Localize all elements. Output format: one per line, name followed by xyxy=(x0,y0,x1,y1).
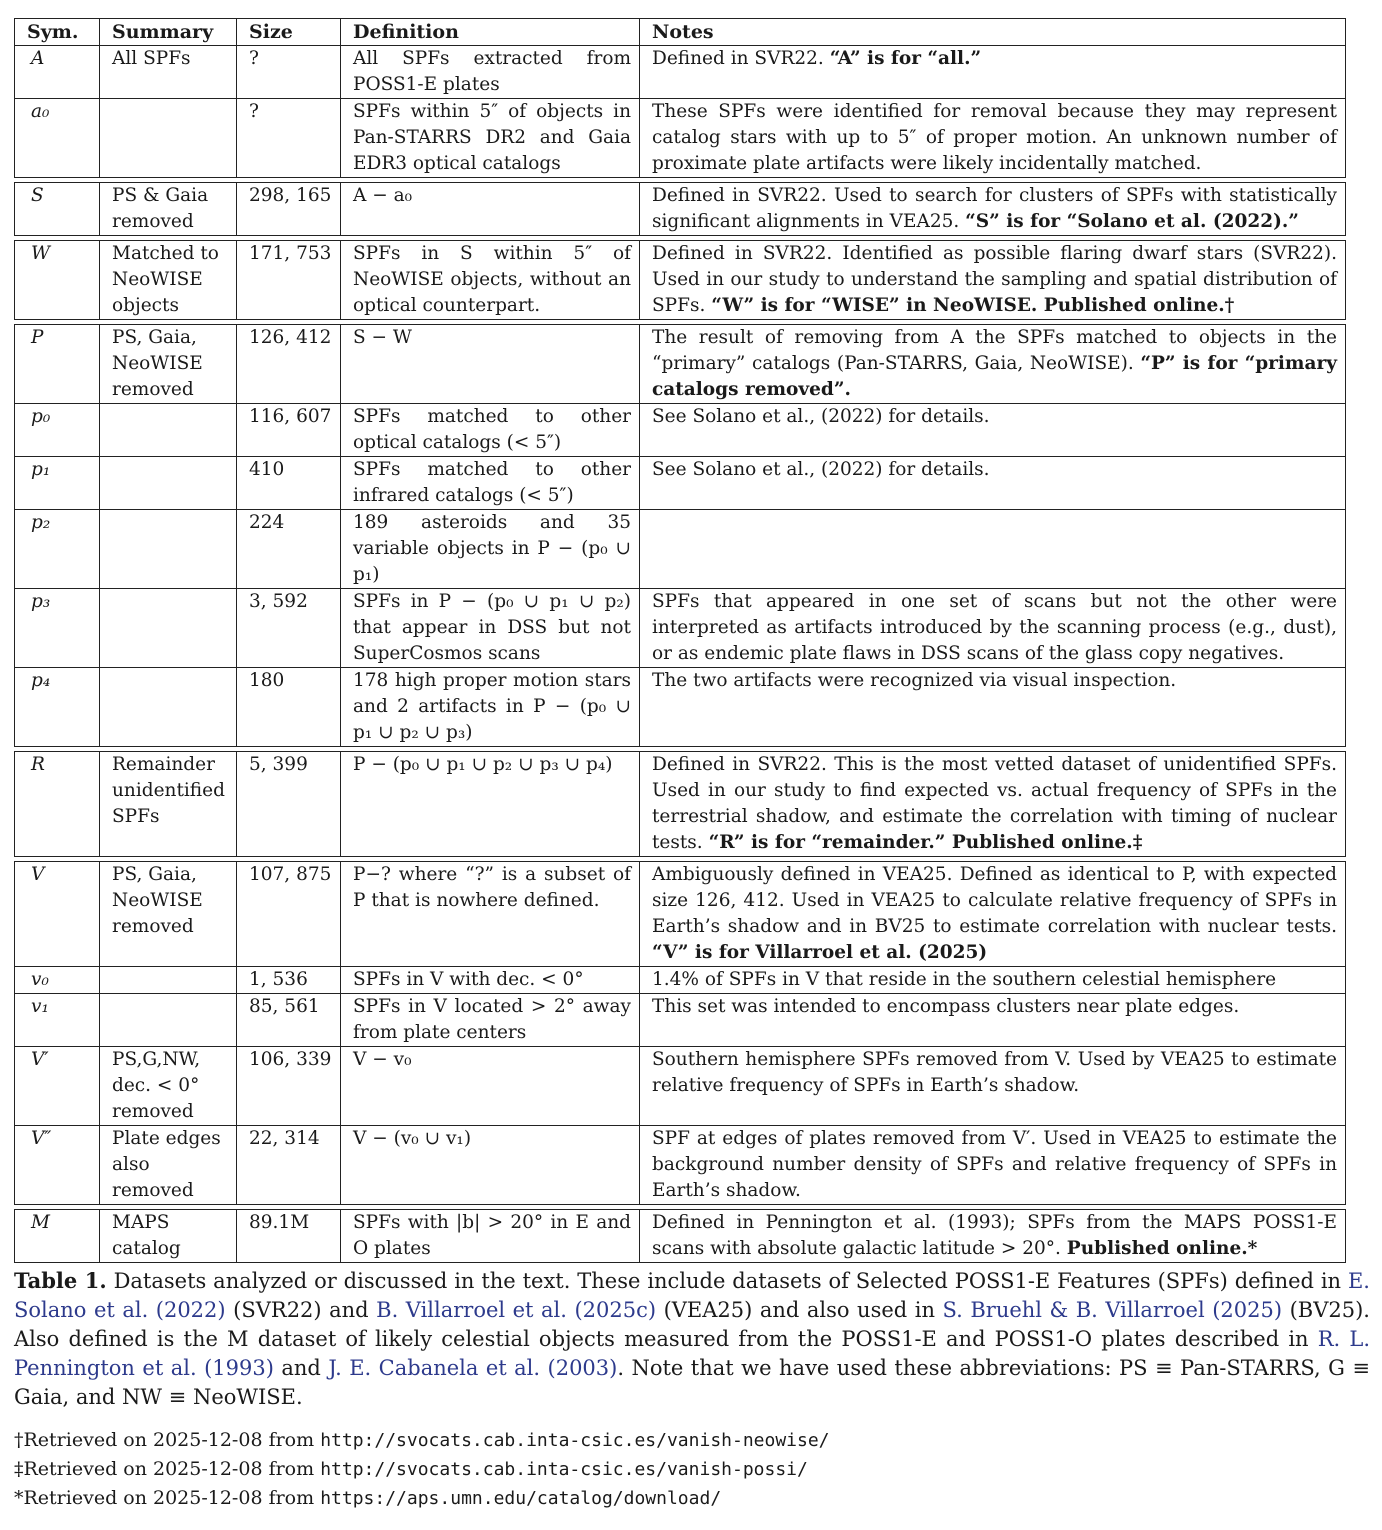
caption-text-5: and xyxy=(281,1356,321,1380)
table-cell-summary: Plate edges also removed xyxy=(100,1126,237,1205)
table-cell-notes xyxy=(640,99,1346,178)
table-cell-summary xyxy=(100,457,237,510)
table-cell-definition: SPFs within 5″ of objects in Pan-STARRS DR2 and Gaia EDR3 optical catalogs xyxy=(341,99,640,178)
table-cell-summary xyxy=(100,994,237,1047)
table-cell-definition: SPFs in V located > 2° away from plate centers xyxy=(341,994,640,1047)
table-cell-sym: p₁ xyxy=(15,457,100,510)
table-cell-sym: v₁ xyxy=(15,994,100,1047)
table-row xyxy=(15,404,1346,457)
table-cell-summary xyxy=(100,510,237,589)
footnote-text: †Retrieved on 2025-12-08 from xyxy=(14,1429,315,1451)
note-text: Defined in SVR22. xyxy=(652,48,824,69)
table-cell-sym: v₀ xyxy=(15,967,100,994)
table-cell-sym: p₀ xyxy=(15,404,100,457)
table-cell-sym: V′ xyxy=(15,1047,100,1126)
table-header-row xyxy=(15,19,1346,46)
table-cell-notes xyxy=(640,1047,1346,1126)
table-cell-notes xyxy=(640,589,1346,668)
note-emphasis: “V” is for Villarroel et al. (2025) xyxy=(652,942,988,963)
table-cell-sym: M xyxy=(15,1210,100,1263)
note-emphasis: “S” is for “Solano et al. (2022).” xyxy=(965,211,1299,232)
table-cell-size: 410 xyxy=(237,457,341,510)
table-cell-sym: p₃ xyxy=(15,589,100,668)
table-cell-notes xyxy=(640,510,1346,589)
table-cell-definition: SPFs in P − (p₀ ∪ p₁ ∪ p₂) that appear in DSS but not SuperCosmos scans xyxy=(341,589,640,668)
table-cell-definition: SPFs with |b| > 20° in E and O plates xyxy=(341,1210,640,1263)
table-cell-size: 89.1M xyxy=(237,1210,341,1263)
table-cell-size: 180 xyxy=(237,668,341,747)
table-cell-notes xyxy=(640,183,1346,236)
table-cell-summary xyxy=(100,668,237,747)
note-text: See Solano et al., (2022) for details. xyxy=(652,406,990,427)
table-row xyxy=(15,1126,1346,1205)
table-cell-definition: SPFs in V with dec. < 0° xyxy=(341,967,640,994)
footnote-asterisk xyxy=(14,1484,1370,1513)
caption-text-1: Datasets analyzed or discussed in the text. These include datasets of Selected POSS1-E Features (SPFs) defined in xyxy=(113,1269,1342,1293)
table-cell-summary: PS, Gaia, NeoWISE removed xyxy=(100,862,237,967)
table-cell-size: 107, 875 xyxy=(237,862,341,967)
table-cell-definition: V − v₀ xyxy=(341,1047,640,1126)
table-cell-notes xyxy=(640,967,1346,994)
table-body xyxy=(15,46,1346,1263)
footnote-text: *Retrieved on 2025-12-08 from xyxy=(14,1487,315,1509)
table-cell-sym: W xyxy=(15,241,100,320)
table-cell-sym: A xyxy=(15,46,100,99)
table-row xyxy=(15,967,1346,994)
table-cell-notes xyxy=(640,668,1346,747)
note-text: See Solano et al., (2022) for details. xyxy=(652,459,990,480)
note-emphasis: “W” is for “WISE” in NeoWISE. Published online.† xyxy=(711,295,1235,316)
note-text: Defined in SVR22. This is the most vetted dataset of unidentified SPFs. Used in our study to find expected vs. actual frequency of SPFs in the terrestrial shadow, and estimate the correlation with timing of nuclear tests. xyxy=(652,754,1337,853)
note-text: Defined in Pennington et al. (1993); SPFs from the MAPS POSS1-E scans with absolute galactic latitude > 20°. xyxy=(652,1212,1337,1259)
datasets-table xyxy=(14,18,1346,1263)
table-row xyxy=(15,457,1346,510)
table-cell-summary: PS,G,NW, dec. < 0° removed xyxy=(100,1047,237,1126)
table-cell-sym: R xyxy=(15,752,100,857)
note-emphasis: “R” is for “remainder.” Published online.‡ xyxy=(708,832,1143,853)
caption-text-2: (SVR22) and xyxy=(233,1298,369,1322)
table-cell-size: 1, 536 xyxy=(237,967,341,994)
header-summary: Summary xyxy=(100,19,237,46)
table-cell-notes xyxy=(640,241,1346,320)
table-cell-sym: P xyxy=(15,325,100,404)
table-cell-size: 22, 314 xyxy=(237,1126,341,1205)
table-cell-definition: SPFs matched to other optical catalogs (< 5″) xyxy=(341,404,640,457)
table-caption xyxy=(14,1266,1370,1412)
table-cell-sym: p₂ xyxy=(15,510,100,589)
citation-cabanela[interactable]: J. E. Cabanela et al. (2003) xyxy=(328,1356,618,1380)
table-cell-definition: V − (v₀ ∪ v₁) xyxy=(341,1126,640,1205)
table-row xyxy=(15,46,1346,99)
table-row xyxy=(15,241,1346,320)
table-cell-summary: PS, Gaia, NeoWISE removed xyxy=(100,325,237,404)
table-cell-size: 5, 399 xyxy=(237,752,341,857)
header-definition: Definition xyxy=(341,19,640,46)
caption-label: Table 1. xyxy=(14,1268,107,1293)
note-text: Defined in SVR22. Identified as possible flaring dwarf stars (SVR22). Used in our study to understand the sampling and spatial distribution of SPFs. xyxy=(652,243,1337,316)
citation-villarroel[interactable]: B. Villarroel et al. (2025c) xyxy=(376,1298,657,1322)
note-text: SPF at edges of plates removed from V′. Used in VEA25 to estimate the background number density of SPFs and relative frequency of SPFs in Earth’s shadow. xyxy=(652,1128,1337,1201)
table-cell-size: 298, 165 xyxy=(237,183,341,236)
note-text: The two artifacts were recognized via visual inspection. xyxy=(652,670,1177,691)
table-cell-notes xyxy=(640,325,1346,404)
table-cell-definition: All SPFs extracted from POSS1-E plates xyxy=(341,46,640,99)
table-row xyxy=(15,1047,1346,1126)
table-cell-definition: A − a₀ xyxy=(341,183,640,236)
table-row xyxy=(15,752,1346,857)
note-text: The result of removing from A the SPFs matched to objects in the “primary” catalogs (Pan-STARRS, Gaia, NeoWISE). xyxy=(652,327,1337,374)
caption-text-4: (BV25). Also defined is the M dataset of likely celestial objects measured from the POSS1-E and POSS1-O plates described in xyxy=(14,1298,1370,1351)
table-row xyxy=(15,510,1346,589)
note-text: These SPFs were identified for removal because they may represent catalog stars with up to 5″ of proper motion. An unknown number of proximate plate artifacts were likely incidentally matched. xyxy=(652,101,1337,174)
note-emphasis: “P” is for “primary catalogs removed”. xyxy=(652,353,1337,400)
note-text: Defined in SVR22. Used to search for clusters of SPFs with statistically significant alignments in VEA25. xyxy=(652,185,1337,232)
header-notes: Notes xyxy=(640,19,1346,46)
citation-pennington[interactable]: R. L. Pennington et al. (1993) xyxy=(14,1327,1370,1380)
table-cell-notes xyxy=(640,404,1346,457)
table-cell-notes xyxy=(640,1210,1346,1263)
table-cell-definition: P−? where “?” is a subset of P that is nowhere defined. xyxy=(341,862,640,967)
caption-text-3: (VEA25) and also used in xyxy=(663,1298,935,1322)
footnote-text: ‡Retrieved on 2025-12-08 from xyxy=(14,1458,315,1480)
table-cell-definition: 178 high proper motion stars and 2 artifacts in P − (p₀ ∪ p₁ ∪ p₂ ∪ p₃) xyxy=(341,668,640,747)
table-cell-notes xyxy=(640,994,1346,1047)
table-row xyxy=(15,325,1346,404)
table-cell-summary xyxy=(100,967,237,994)
table-cell-summary xyxy=(100,404,237,457)
table-row xyxy=(15,99,1346,178)
header-size: Size xyxy=(237,19,341,46)
caption-text-6: . Note that we have used these abbreviations: PS ≡ Pan-STARRS, G ≡ Gaia, and NW ≡ NeoWISE. xyxy=(14,1356,1370,1409)
header-sym: Sym. xyxy=(15,19,100,46)
table-cell-notes xyxy=(640,862,1346,967)
table-cell-summary xyxy=(100,99,237,178)
table-cell-definition: SPFs matched to other infrared catalogs (< 5″) xyxy=(341,457,640,510)
table-cell-size: 171, 753 xyxy=(237,241,341,320)
note-text: This set was intended to encompass clusters near plate edges. xyxy=(652,996,1240,1017)
footnote-double-dagger xyxy=(14,1455,1370,1484)
table-cell-summary: Matched to NeoWISE objects xyxy=(100,241,237,320)
table-row xyxy=(15,862,1346,967)
table-cell-notes xyxy=(640,457,1346,510)
note-text: Southern hemisphere SPFs removed from V. Used by VEA25 to estimate relative frequency of SPFs in Earth’s shadow. xyxy=(652,1049,1337,1096)
table-cell-notes xyxy=(640,1126,1346,1205)
citation-bruehl[interactable]: S. Bruehl & B. Villarroel (2025) xyxy=(942,1298,1283,1322)
note-text: Ambiguously defined in VEA25. Defined as identical to P, with expected size 126, 412. Used in VEA25 to calculate relative frequency of SPFs in Earth’s shadow and in BV25 to estimate correlation with nuclear tests. xyxy=(652,864,1337,937)
table-row xyxy=(15,183,1346,236)
table-row xyxy=(15,589,1346,668)
table-cell-size: 85, 561 xyxy=(237,994,341,1047)
table-row xyxy=(15,668,1346,747)
table-cell-summary: MAPS catalog xyxy=(100,1210,237,1263)
datasets-table-container xyxy=(14,18,1346,1263)
table-cell-definition: SPFs in S within 5″ of NeoWISE objects, without an optical counterpart. xyxy=(341,241,640,320)
table-cell-summary xyxy=(100,589,237,668)
table-cell-definition: S − W xyxy=(341,325,640,404)
table-cell-size: 126, 412 xyxy=(237,325,341,404)
table-cell-size: 116, 607 xyxy=(237,404,341,457)
note-text: 1.4% of SPFs in V that reside in the southern celestial hemisphere xyxy=(652,969,1277,990)
table-cell-summary: PS & Gaia removed xyxy=(100,183,237,236)
table-row xyxy=(15,1210,1346,1263)
note-emphasis: “A” is for “all.” xyxy=(829,48,982,69)
table-cell-summary: All SPFs xyxy=(100,46,237,99)
footnote-dagger xyxy=(14,1426,1370,1455)
table-cell-sym: a₀ xyxy=(15,99,100,178)
footnote-url[interactable]: https://aps.umn.edu/catalog/download/ xyxy=(320,1488,722,1509)
note-text: SPFs that appeared in one set of scans but not the other were interpreted as artifacts introduced by the scanning process (e.g., dust), or as endemic plate flaws in DSS scans of the glass copy negatives. xyxy=(652,591,1337,664)
table-cell-sym: p₄ xyxy=(15,668,100,747)
table-cell-notes xyxy=(640,752,1346,857)
table-row xyxy=(15,994,1346,1047)
table-cell-size: ? xyxy=(237,99,341,178)
footnote-url[interactable]: http://svocats.cab.inta-csic.es/vanish-neowise/ xyxy=(320,1430,830,1451)
table-cell-summary: Remainder unidentified SPFs xyxy=(100,752,237,857)
table-cell-notes xyxy=(640,46,1346,99)
note-emphasis: Published online.* xyxy=(1066,1238,1258,1259)
citation-solano[interactable]: E. Solano et al. (2022) xyxy=(14,1269,1370,1322)
table-cell-sym: S xyxy=(15,183,100,236)
table-cell-size: 224 xyxy=(237,510,341,589)
table-cell-size: ? xyxy=(237,46,341,99)
table-cell-size: 3, 592 xyxy=(237,589,341,668)
table-cell-definition: P − (p₀ ∪ p₁ ∪ p₂ ∪ p₃ ∪ p₄) xyxy=(341,752,640,857)
table-cell-sym: V xyxy=(15,862,100,967)
table-cell-size: 106, 339 xyxy=(237,1047,341,1126)
table-cell-sym: V″ xyxy=(15,1126,100,1205)
table-cell-definition: 189 asteroids and 35 variable objects in P − (p₀ ∪ p₁) xyxy=(341,510,640,589)
footnote-url[interactable]: http://svocats.cab.inta-csic.es/vanish-possi/ xyxy=(320,1459,808,1480)
